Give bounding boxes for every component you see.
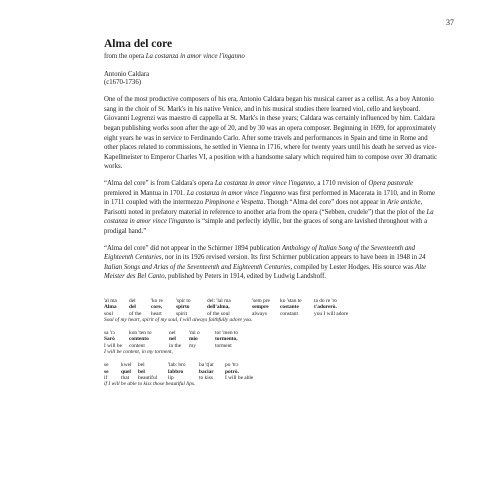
ipa-word: nel — [169, 330, 176, 337]
italic-title-run: Arie antiche — [387, 199, 421, 207]
ipa-word: del: 'lal ma — [207, 298, 231, 304]
ipa-word: tor 'men to — [215, 330, 239, 337]
text-run: , nor in its 1926 revised version. Its first Schirmer publication appears to have been in 1948 in — [161, 254, 419, 262]
italian-word: Alma — [104, 304, 117, 311]
paragraph-opera-history — [104, 179, 440, 237]
italic-title-run: Anthology of Italian Song of the Seventeenth and Eighteenth Centuries — [104, 244, 416, 262]
gloss-word: content — [129, 342, 145, 349]
text-run: premiered in Mantua in 1701. — [104, 189, 187, 197]
text-run: , Parisotti noted in prefatory material in reference to another aria from the opera (“Sebben, crudele”) that the plot of the — [104, 199, 427, 216]
subtitle-opera: La costanza in amor vince l'inganno — [145, 52, 245, 60]
italian-word: spirto — [176, 304, 190, 311]
gloss-word: of the soul — [207, 310, 230, 317]
italian-word: dell'alma, — [207, 304, 230, 311]
gloss-word: torment — [215, 342, 232, 349]
gloss-word: that — [121, 374, 130, 381]
italian-word: nel — [169, 336, 176, 343]
ipa-word: kwel — [121, 362, 132, 369]
italian-word: sempre — [252, 304, 269, 311]
text-run: was first performed in Macerata in 1710, and in Rome in 1711 coupled with the intermezzo — [104, 189, 436, 207]
paragraph-publication-history — [104, 244, 440, 282]
gloss-word: spirit — [176, 310, 188, 317]
free-translation: Soul of my heart, spirit of my soul, I will always faithfully adore you. — [104, 316, 253, 323]
ipa-word: 'mi o — [189, 330, 200, 337]
gloss-word: my — [189, 342, 196, 349]
ipa-word: ko 'stan te — [280, 298, 302, 304]
italian-word: baciar — [199, 368, 214, 375]
composer-name: Antonio Caldara — [104, 70, 150, 78]
italic-title-run: La costanza in amor vince l'inganno — [186, 189, 286, 197]
italian-word: Sarò — [104, 336, 115, 343]
ipa-word: 'sem pre — [252, 298, 270, 304]
text-run: . Though “Alma del core” does not appear in — [263, 199, 388, 207]
ipa-word: kon 'ten to — [129, 330, 152, 337]
italic-title-run: La costanza in amor vince l'inganno — [214, 180, 314, 188]
gloss-word: constant — [280, 310, 298, 317]
italian-word: contento — [129, 336, 149, 343]
italian-word: labbro — [168, 368, 184, 375]
text-run: , published by Peters in 1914, edited by Ludwig Landshoff. — [164, 273, 327, 281]
article — [104, 38, 440, 282]
ipa-word: bel — [138, 362, 145, 369]
ipa-word: po 'trɔ — [225, 362, 239, 369]
ipa-word: ta do re 'ro — [314, 298, 337, 304]
translation-section — [104, 298, 444, 395]
gloss-word: heart — [151, 310, 162, 317]
italian-word: se — [104, 368, 109, 375]
gloss-word: to kiss — [199, 374, 213, 381]
ipa-word: 'lab: bro — [168, 362, 186, 369]
ipa-word: sa 'rɔ — [104, 330, 115, 337]
italic-title-run: La costanza in amor vince l'inganno — [104, 208, 434, 226]
composer-dates: (c1670-1736) — [104, 79, 141, 87]
free-translation: if I will be able to kiss those beautiful lips. — [104, 381, 196, 388]
italian-word: t'adorerò. — [314, 304, 337, 311]
ipa-word: del — [129, 298, 136, 304]
gloss-word: always — [252, 310, 267, 317]
song-subtitle — [104, 53, 440, 62]
text-run: is “simple and perfectly idyllic, but the graces of song are lavished throughout with a prodigal hand.” — [104, 218, 428, 235]
text-run: “Alma del core” is from Caldara's opera — [104, 180, 215, 188]
italic-title-run: Pimpinone e Vespetta — [204, 199, 264, 207]
italian-word: bel — [138, 368, 145, 375]
gloss-word: if — [104, 374, 108, 381]
gloss-word: I will be able — [225, 374, 254, 381]
ipa-word: 'ko re — [151, 298, 163, 304]
gloss-word: you I will adore — [314, 310, 349, 317]
gloss-word: of the — [129, 310, 142, 317]
paragraph-biography: One of the most productive composers of his era, Antonio Caldara began his musical career as a cellist. As a boy Antonio sang in the choir of St. Mark's in his native Venice, and in his musical studies there learned viol, cello and keyboard. Giovanni Legrenzi was maestro di cappella at St. Mark's in these years; Caldara was certainly influenced by him. Caldara began publishing works soon after the age of 20, and by 30 was an opera composer. Beginning in 1699, for approximately eight years he was in service to Ferdinando Carlo. After some travels and performances in Spain and time in Rome and other places related to commissions, he settled in Vienna in 1716, where for twenty years until his death he served as vice-Kapellmeister to Emperor Charles VI, a position with a handsome salary which required him to compose over 30 dramatic works. — [104, 96, 438, 171]
italian-word: del — [129, 304, 136, 311]
italian-word: potrò. — [225, 368, 239, 375]
italic-title-run: Opera pastorale — [368, 180, 414, 188]
text-run: , compiled by Lester Hodges. His source was — [290, 263, 416, 271]
ipa-word: ba 'tʃar — [199, 362, 214, 369]
italian-word: mio — [189, 336, 198, 343]
gloss-word: in the — [169, 342, 182, 349]
translation-block — [104, 362, 444, 387]
italian-word: costante — [280, 304, 299, 311]
subtitle-prefix: from the opera — [104, 52, 146, 60]
italian-word: tormento, — [215, 336, 238, 343]
text-run: , a 1710 revision of — [313, 180, 369, 188]
free-translation: I will be content, in my torment, — [104, 349, 173, 356]
song-title: Alma del core — [104, 38, 173, 50]
ipa-word: 'spir to — [176, 298, 191, 304]
composer-block — [104, 71, 440, 89]
gloss-word: beautiful — [138, 374, 158, 381]
italian-word: quel — [121, 368, 131, 375]
italic-title-run: Alte Meister des Bel Canto — [104, 263, 427, 281]
gloss-word: I will be — [104, 342, 122, 349]
translation-block — [104, 330, 444, 355]
gloss-word: soul — [104, 310, 113, 317]
page-number: 37 — [446, 18, 454, 27]
text-run: “Alma del core” did not appear in the Schirmer 1894 publication — [104, 244, 282, 252]
italic-title-run: 24 Italian Songs and Arias of the Seventeenth and Eighteenth Centuries — [104, 254, 426, 271]
italian-word: core, — [151, 304, 163, 311]
gloss-word: lip — [168, 374, 174, 381]
ipa-word: 'al ma — [104, 298, 117, 304]
translation-block — [104, 298, 444, 323]
ipa-word: se — [104, 362, 109, 369]
